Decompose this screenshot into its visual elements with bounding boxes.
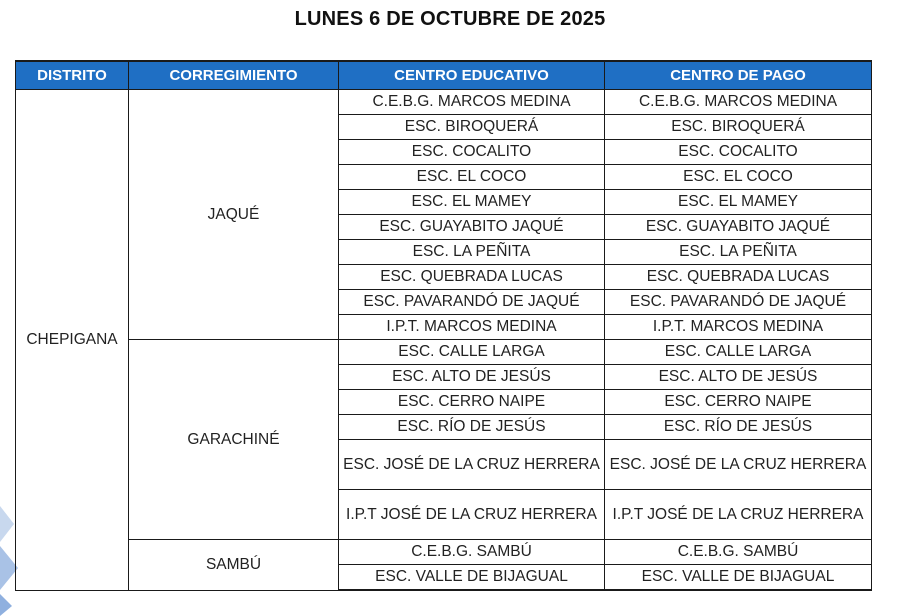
centro-educativo-cell: ESC. VALLE DE BIJAGUAL (339, 565, 605, 591)
centro-pago-cell: ESC. EL COCO (605, 165, 872, 190)
header-centro-pago: CENTRO DE PAGO (605, 61, 872, 90)
centro-pago-cell: ESC. JOSÉ DE LA CRUZ HERRERA (605, 440, 872, 490)
centro-educativo-cell: ESC. QUEBRADA LUCAS (339, 265, 605, 290)
centro-pago-cell: ESC. CERRO NAIPE (605, 390, 872, 415)
centro-educativo-cell: ESC. LA PEÑITA (339, 240, 605, 265)
centro-pago-cell: ESC. LA PEÑITA (605, 240, 872, 265)
centro-pago-cell: ESC. GUAYABITO JAQUÉ (605, 215, 872, 240)
corregimiento-cell: JAQUÉ (129, 90, 339, 340)
page-title: LUNES 6 DE OCTUBRE DE 2025 (294, 8, 606, 30)
centro-educativo-cell: ESC. CERRO NAIPE (339, 390, 605, 415)
header-corregimiento: CORREGIMIENTO (129, 61, 339, 90)
centro-pago-cell: ESC. BIROQUERÁ (605, 115, 872, 140)
centro-pago-cell: ESC. COCALITO (605, 140, 872, 165)
table-body (16, 90, 872, 591)
centro-pago-cell: ESC. ALTO DE JESÚS (605, 365, 872, 390)
header-distrito: DISTRITO (16, 61, 129, 90)
table-header-row (16, 61, 872, 90)
centro-educativo-cell: ESC. JOSÉ DE LA CRUZ HERRERA (339, 440, 605, 490)
centro-educativo-cell: ESC. COCALITO (339, 140, 605, 165)
centro-educativo-cell: ESC. PAVARANDÓ DE JAQUÉ (339, 290, 605, 315)
centro-educativo-cell: ESC. EL MAMEY (339, 190, 605, 215)
centro-pago-cell: I.P.T JOSÉ DE LA CRUZ HERRERA (605, 490, 872, 540)
centro-pago-cell: C.E.B.G. MARCOS MEDINA (605, 90, 872, 115)
centro-educativo-cell: ESC. ALTO DE JESÚS (339, 365, 605, 390)
centro-pago-cell: ESC. RÍO DE JESÚS (605, 415, 872, 440)
centro-pago-cell: ESC. EL MAMEY (605, 190, 872, 215)
centro-educativo-cell: ESC. GUAYABITO JAQUÉ (339, 215, 605, 240)
table-row (16, 340, 872, 365)
centro-educativo-cell: C.E.B.G. MARCOS MEDINA (339, 90, 605, 115)
centro-pago-cell: I.P.T. MARCOS MEDINA (605, 315, 872, 340)
schedule-table (15, 60, 872, 591)
centro-pago-cell: ESC. CALLE LARGA (605, 340, 872, 365)
centro-pago-cell: ESC. VALLE DE BIJAGUAL (605, 565, 872, 591)
centro-educativo-cell: ESC. EL COCO (339, 165, 605, 190)
centro-pago-cell: C.E.B.G. SAMBÚ (605, 540, 872, 565)
centro-pago-cell: ESC. QUEBRADA LUCAS (605, 265, 872, 290)
centro-educativo-cell: I.P.T. MARCOS MEDINA (339, 315, 605, 340)
header-centro-educativo: CENTRO EDUCATIVO (339, 61, 605, 90)
centro-educativo-cell: ESC. RÍO DE JESÚS (339, 415, 605, 440)
corregimiento-cell: SAMBÚ (129, 540, 339, 591)
centro-educativo-cell: C.E.B.G. SAMBÚ (339, 540, 605, 565)
table-row (16, 540, 872, 565)
table-row (16, 90, 872, 115)
centro-educativo-cell: ESC. CALLE LARGA (339, 340, 605, 365)
centro-educativo-cell: I.P.T JOSÉ DE LA CRUZ HERRERA (339, 490, 605, 540)
corregimiento-cell: GARACHINÉ (129, 340, 339, 540)
distrito-cell: CHEPIGANA (16, 90, 129, 591)
centro-pago-cell: ESC. PAVARANDÓ DE JAQUÉ (605, 290, 872, 315)
centro-educativo-cell: ESC. BIROQUERÁ (339, 115, 605, 140)
